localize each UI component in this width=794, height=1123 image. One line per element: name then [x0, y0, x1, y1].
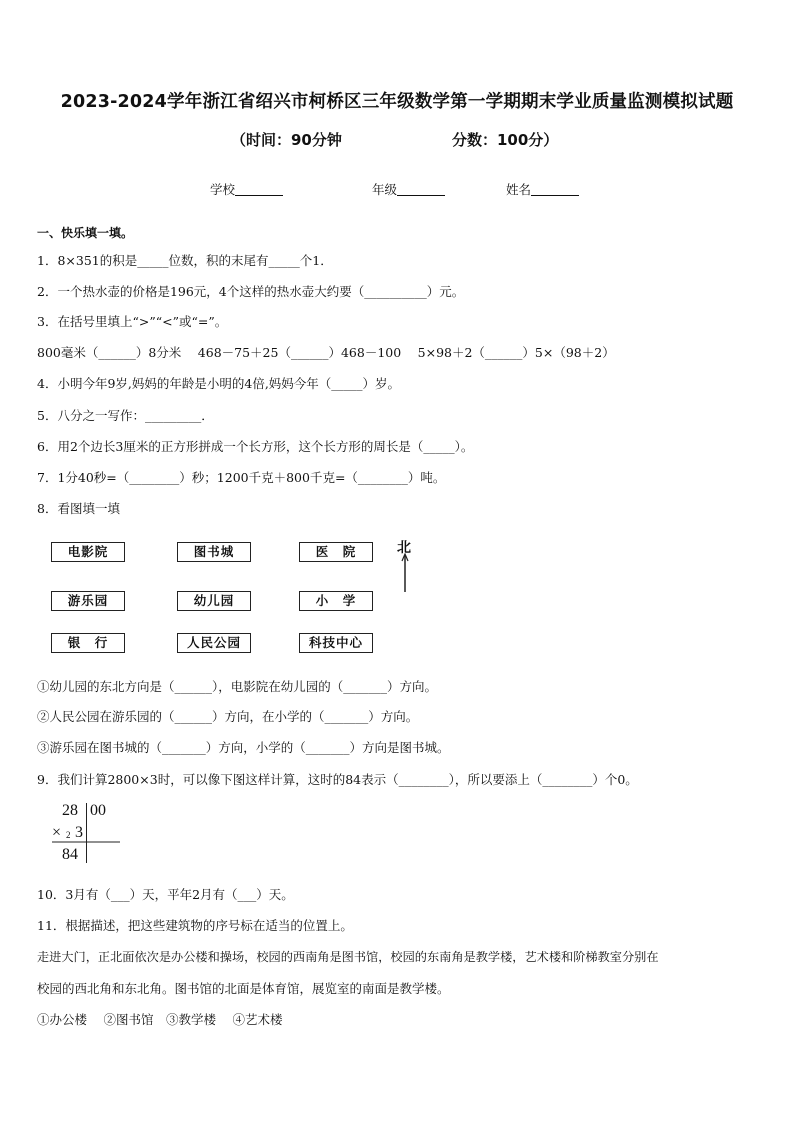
- place-cinema: 电影院: [51, 542, 125, 562]
- calc-carry: 2: [66, 830, 71, 840]
- grade-label: 年级: [372, 182, 398, 197]
- place-primary-school: 小 学: [299, 591, 373, 611]
- place-kindergarten: 幼儿园: [177, 591, 251, 611]
- question-8-1: ①幼儿园的东北方向是（______），电影院在幼儿园的（_______）方向。: [37, 679, 438, 694]
- north-label: 北: [397, 540, 411, 556]
- question-11-desc-2: 校园的西北角和东北角。图书馆的北面是体育馆，展览室的南面是教学楼。: [37, 981, 450, 996]
- question-6: 6．用2个边长3厘米的正方形拼成一个长方形，这个长方形的周长是（_____）。: [37, 439, 474, 454]
- page-title: 2023-2024学年浙江省绍兴市柯桥区三年级数学第一学期期末学业质量监测模拟试题: [60, 92, 734, 112]
- calc-digits-right: 00: [90, 802, 106, 819]
- place-bank: 银 行: [51, 633, 125, 653]
- school-field[interactable]: [210, 180, 283, 198]
- exam-time: （时间：90分钟: [231, 131, 342, 149]
- calc-digits-left: 28: [62, 802, 78, 819]
- place-science-center: 科技中心: [299, 633, 373, 653]
- grade-field[interactable]: [372, 180, 445, 198]
- question-1: 1．8×351的积是_____位数，积的末尾有_____个1．: [37, 253, 333, 268]
- name-label: 姓名: [506, 182, 532, 197]
- question-8-3: ③游乐园在图书城的（_______）方向，小学的（_______）方向是图书城。: [37, 740, 450, 755]
- place-amusement-park: 游乐园: [51, 591, 125, 611]
- calc-times-sign: ×: [52, 824, 62, 841]
- place-bookstore: 图书城: [177, 542, 251, 562]
- question-2: 2．一个热水壶的价格是196元，4个这样的热水壶大约要（__________）元。: [37, 284, 465, 299]
- place-hospital: 医 院: [299, 542, 373, 562]
- place-peoples-park: 人民公园: [177, 633, 251, 653]
- question-8-2: ②人民公园在游乐园的（______）方向，在小学的（_______）方向。: [37, 709, 419, 724]
- question-8: 8．看图填一填: [37, 501, 120, 516]
- question-3-items: 800毫米（______）8分米 468－75＋25（______）468－100 5×98＋2（______）5×（98＋2）: [37, 345, 615, 360]
- question-11-desc-1: 走进大门，正北面依次是办公楼和操场，校园的西南角是图书馆，校园的东南角是教学楼，艺术楼和阶梯教室分别在: [37, 950, 659, 964]
- school-blank[interactable]: [235, 183, 283, 196]
- calc-multiplier: 3: [75, 824, 83, 841]
- question-9: 9．我们计算2800×3时，可以像下图这样计算，这时的84表示（________），所以要添上（________）个0。: [37, 772, 638, 787]
- section-title: 一、快乐填一填。: [37, 226, 134, 240]
- school-label: 学校: [210, 182, 236, 197]
- question-11: 11．根据描述，把这些建筑物的序号标在适当的位置上。: [37, 918, 353, 933]
- question-3: 3．在括号里填上“>”“<”或“=”。: [37, 314, 228, 329]
- calc-result: 84: [62, 846, 78, 863]
- question-7: 7．1分40秒=（________）秒；1200千克＋800千克=（________）吨。: [37, 470, 446, 485]
- question-4: 4．小明今年9岁,妈妈的年龄是小明的4倍,妈妈今年（_____）岁。: [37, 376, 401, 391]
- question-11-options: ①办公楼 ②图书馆 ③教学楼 ④艺术楼: [37, 1012, 283, 1027]
- grade-blank[interactable]: [397, 183, 445, 196]
- question-10: 10．3月有（___）天，平年2月有（___）天。: [37, 887, 294, 902]
- exam-score: 分数：100分）: [452, 131, 559, 149]
- question-5: 5．八分之一写作：_________．: [37, 408, 214, 423]
- name-blank[interactable]: [531, 183, 579, 196]
- calc-lines: [50, 802, 122, 864]
- name-field[interactable]: [506, 180, 579, 198]
- north-arrow-icon: [398, 551, 412, 593]
